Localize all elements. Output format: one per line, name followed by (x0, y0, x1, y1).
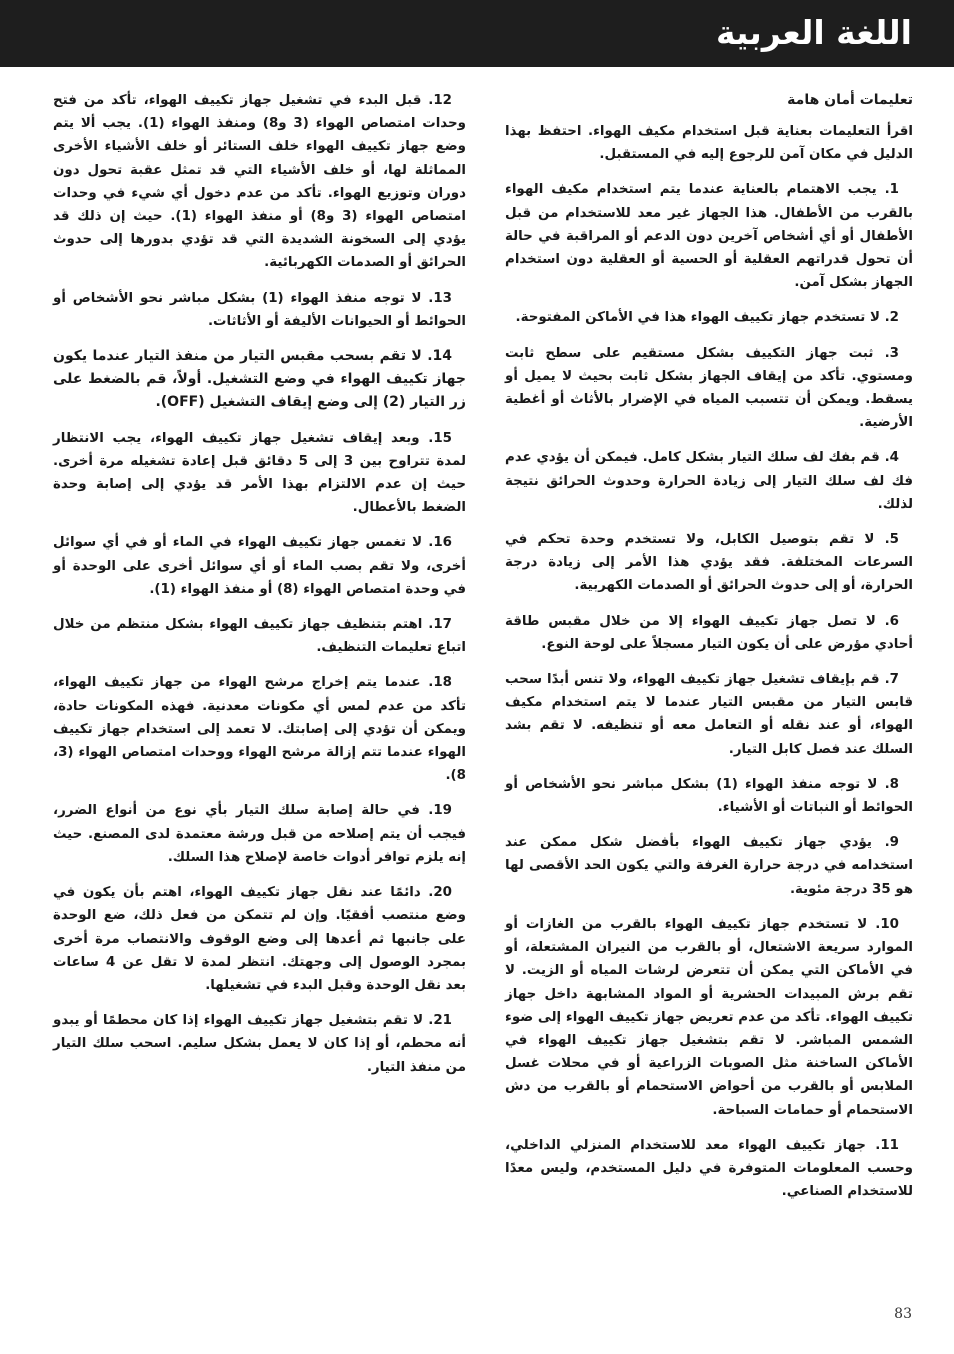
instruction-item-16: 16. لا تغمس جهاز تكييف الهواء في الماء أو في أي سوائل أخرى، ولا تقم بصب الماء أو أي سوائل أخرى على الوحدة أو في وحدة امتصاص الهواء (8) أو منفذ الهواء (1). (53, 535, 466, 597)
instruction-item-12: 12. قبل البدء في تشغيل جهاز تكييف الهواء، تأكد من فتح وحدات امتصاص الهواء (3 و8) ومنفذ الهواء (1). يجب ألا يتم وضع جهاز تكييف الهواء خلف الستائر أو خلف الأشياء الأخرى المماثلة لها، أو خلف الأشياء التي قد تمثل عقبة تحول دون دوران وتوزيع الهواء. تأكد من عدم دخول أي شيء في وحدات امتصاص الهواء (3 و8) أو منفذ الهواء (1). حيث إن ذلك قد يؤدي إلى السخونة الشديدة التي قد تؤدي بدورها إلى حدوث الحرائق أو الصدمات الكهربائية. (53, 93, 466, 271)
instruction-item-4: 4. قم بفك لف سلك التيار بشكل كامل. فيمكن أن يؤدي عدم فك لف سلك التيار إلى زيادة الحرارة وحدوث الحرائق نتيجة لذلك. (505, 450, 913, 512)
instruction-item-5: 5. لا تقم بتوصيل الكابل، ولا تستخدم وحدة تحكم في السرعات المختلفة. فقد يؤدي هذا الأمر إلى زيادة درجة الحرارة، أو إلى حدوث الحرائق أو الصدمات الكهربية. (505, 532, 913, 594)
section-title: تعليمات أمان هامة (787, 92, 913, 108)
instruction-item-18: 18. عندما يتم إخراج مرشح الهواء من جهاز تكييف الهواء، تأكد من عدم لمس أي مكونات معدنية. فهذه المكونات حادة، ويمكن أن تؤدي إلى إصابتك. لا تعمد إلى استخدام جهاز تكييف الهواء عندما تتم إزالة مرشح الهواء ووحدات امتصاص الهواء (3، 8). (53, 675, 466, 784)
left-column (53, 89, 466, 1091)
instruction-item-14: 14. لا تقم بسحب مقبس التيار من منفذ التيار عندما يكون جهاز تكييف الهواء في وضع التشغيل. أولاً، قم بالضغط على زر التيار (2) إلى وضع إيقاف التشغيل (OFF). (53, 348, 466, 411)
intro-paragraph: اقرأ التعليمات بعناية قبل استخدام مكيف الهواء. احتفظ بهذا الدليل في مكان آمن للرجوع إليه في المستقبل. (505, 124, 913, 163)
instruction-item-7: 7. قم بإيقاف تشغيل جهاز تكييف الهواء، ولا تنس أبدًا سحب قابس التيار من مقبس التيار عندما لا يتم استخدام مكيف الهواء، أو عند نقله أو التعامل معه أو تنظيفه. لا تقم بشد السلك عند فصل كابل التيار. (505, 672, 913, 757)
right-column (505, 89, 913, 1215)
instruction-item-19: 19. في حالة إصابة سلك التيار بأي نوع من أنواع الضرر، فيجب أن يتم إصلاحه من قبل ورشة معتمدة لدى المصنع. حيث إنه يلزم توافر أدوات خاصة لإصلاح هذا السلك. (53, 803, 466, 865)
instruction-item-3: 3. ثبت جهاز التكييف بشكل مستقيم على سطح ثابت ومستوي. تأكد من إيقاف الجهاز بشكل ثابت بحيث لا يميل أو يسقط. ويمكن أن تتسبب المياه في الإضرار بالأثاث أو أغطية الأرضية. (505, 345, 913, 431)
instruction-item-17: 17. اهتم بتنظيف جهاز تكييف الهواء بشكل منتظم من خلال اتباع تعليمات التنظيف. (53, 617, 466, 656)
instruction-item-2: 2. لا تستخدم جهاز تكييف الهواء هذا في الأماكن المفتوحة. (515, 310, 899, 326)
language-title: اللغة العربية (715, 13, 912, 52)
instruction-item-6: 6. لا تصل جهاز تكييف الهواء إلا من خلال مقبس طاقة أحادي مؤرض على أن يكون التيار مسجلاً على لوحة النوع. (505, 613, 913, 652)
language-header-bar (0, 0, 954, 67)
instruction-item-11: 11. جهاز تكييف الهواء معد للاستخدام المنزلي الداخلي، وحسب المعلومات المتوفرة في دليل المستخدم، وليس معدًا للاستخدام الصناعي. (505, 1137, 913, 1200)
instruction-item-1: 1. يجب الاهتمام بالعناية عندما يتم استخدام مكيف الهواء بالقرب من الأطفال. هذا الجهاز غير معد للاستخدام من قبل الأطفال أو أي أشخاص آخرين دون الدعم أو المراقبة في حالة أن تحول قدراتهم العقلية أو الحسية أو العقلية دون استخدام الجهاز بشكل آمن. (505, 182, 913, 291)
instruction-item-10: 10. لا تستخدم جهاز تكييف الهواء بالقرب من الغازات أو الموارد سريعة الاشتعال، أو بالقرب من النيران المشتعلة، أو في الأماكن التي يمكن أن تتعرض لرشات المياه أو الزيت. لا تقم برش المبيدات الحشرية أو المواد المشابهة داخل جهاز تكييف الهواء. تأكد من عدم تعريض جهاز تكييف الهواء إلى ضوء الشمس المباشر. لا تقم بتشغيل جهاز تكييف الهواء في الأماكن الساخنة مثل الصوبات الزراعية أو في محلات غسل الملابس أو بالقرب من أحواض الاستحمام أو بالقرب من دش الاستحمام أو حمامات السباحة. (505, 916, 913, 1118)
instruction-item-8: 8. لا توجه منفذ الهواء (1) بشكل مباشر نحو الأشخاص أو الحوائط أو النباتات أو الأشياء. (505, 776, 913, 816)
instruction-item-9: 9. يؤدي جهاز تكييف الهواء بأفضل شكل ممكن عند استخدامه في درجة حرارة الغرفة والتي يكون الحد الأقصى لها هو 35 درجة مئوية. (505, 835, 913, 897)
instruction-item-21: 21. لا تقم بتشغيل جهاز تكييف الهواء إذا كان محطمًا أو يبدو أنه محطم، أو إذا كان لا يعمل بشكل سليم. اسحب سلك التيار من منفذ التيار. (53, 1013, 466, 1075)
instruction-item-15: 15. وبعد إيقاف تشغيل جهاز تكييف الهواء، يجب الانتظار لمدة تتراوح بين 3 إلى 5 دقائق قبل إعادة تشغيله مرة أخرى. حيث إن عدم الالتزام بهذا الأمر قد يؤدي إلى إصابة وحدة الضغط بالأعطال. (53, 430, 466, 516)
page-number: 83 (894, 1306, 912, 1322)
instruction-item-13: 13. لا توجه منفذ الهواء (1) بشكل مباشر نحو الأشخاص أو الحوائط أو الحيوانات الأليفة أو الأثاثات. (53, 290, 466, 329)
instruction-item-20: 20. دائمًا عند نقل جهاز تكييف الهواء، اهتم بأن يكون في وضع منتصب أفقيًا. وإن لم تتمكن من فعل ذلك، ضع الوحدة على جانبها ثم أعدها إلى وضع الوقوف والانتصاب مرة أخرى بمجرد الوصول إلى وجهتك. انتظر لمدة لا تقل عن 4 ساعات بعد نقل الوحدة وقبل البدء في تشغيلها. (53, 885, 466, 993)
